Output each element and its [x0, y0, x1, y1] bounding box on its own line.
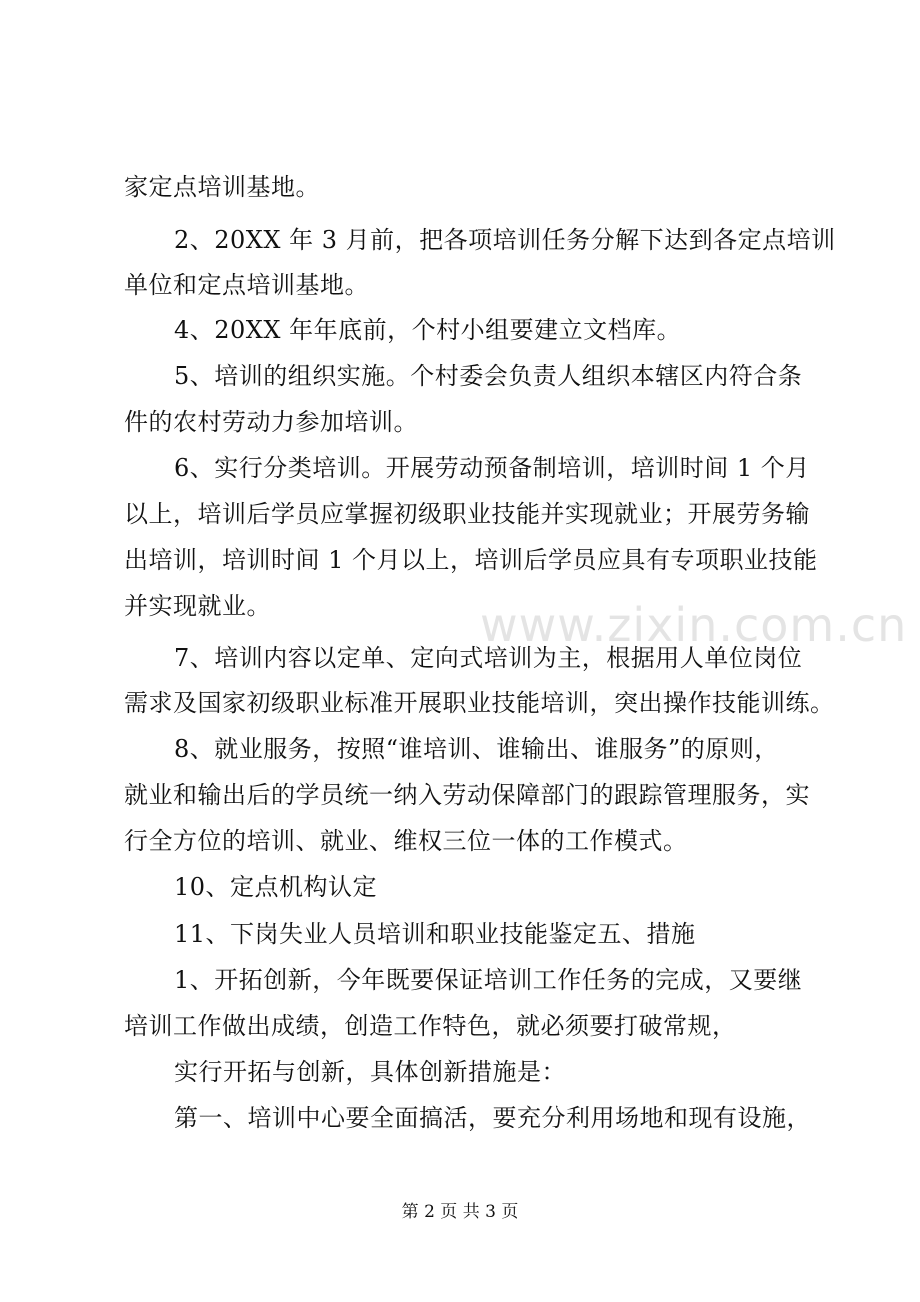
- page-number-footer: 第 2 页 共 3 页: [401, 1202, 519, 1222]
- text-line: 10、定点机构认定: [174, 873, 378, 901]
- text-line: 4、20XX 年年底前，个村小组要建立文档库。: [174, 316, 682, 344]
- text-line: 第一、培训中心要全面搞活，要充分利用场地和现有设施，: [174, 1104, 811, 1132]
- text-line: 以上，培训后学员应掌握初级职业技能并实现就业；开展劳务输: [124, 500, 810, 528]
- text-line: 5、培训的组织实施。个村委会负责人组织本辖区内符合条: [174, 362, 803, 390]
- text-line: 出培训，培训时间 1 个月以上，培训后学员应具有专项职业技能: [124, 546, 818, 574]
- text-line: 6、实行分类培训。开展劳动预备制培训，培训时间 1 个月: [174, 454, 810, 482]
- text-line: 家定点培训基地。: [124, 173, 320, 201]
- text-line: 行全方位的培训、就业、维权三位一体的工作模式。: [124, 827, 688, 855]
- text-line: 并实现就业。: [124, 592, 271, 620]
- text-line: 8、就业服务，按照“谁培训、谁输出、谁服务”的原则，: [174, 735, 779, 763]
- text-line: 11、下岗失业人员培训和职业技能鉴定五、措施: [174, 920, 696, 948]
- text-line: 2、20XX 年 3 月前，把各项培训任务分解下达到各定点培训: [174, 226, 836, 254]
- text-line: 7、培训内容以定单、定向式培训为主，根据用人单位岗位: [174, 644, 803, 672]
- text-line: 需求及国家初级职业标准开展职业技能培训，突出操作技能训练。: [124, 689, 835, 717]
- text-line: 单位和定点培训基地。: [124, 271, 369, 299]
- text-line: 实行开拓与创新，具体创新措施是：: [174, 1058, 566, 1086]
- text-line: 培训工作做出成绩，创造工作特色，就必须要打破常规，: [124, 1012, 737, 1040]
- text-line: 就业和输出后的学员统一纳入劳动保障部门的跟踪管理服务，实: [124, 781, 810, 809]
- text-line: 件的农村劳动力参加培训。: [124, 408, 418, 436]
- text-line: 1、开拓创新，今年既要保证培训工作任务的完成，又要继: [174, 966, 803, 994]
- watermark: www.zixin.com.cn: [480, 598, 908, 652]
